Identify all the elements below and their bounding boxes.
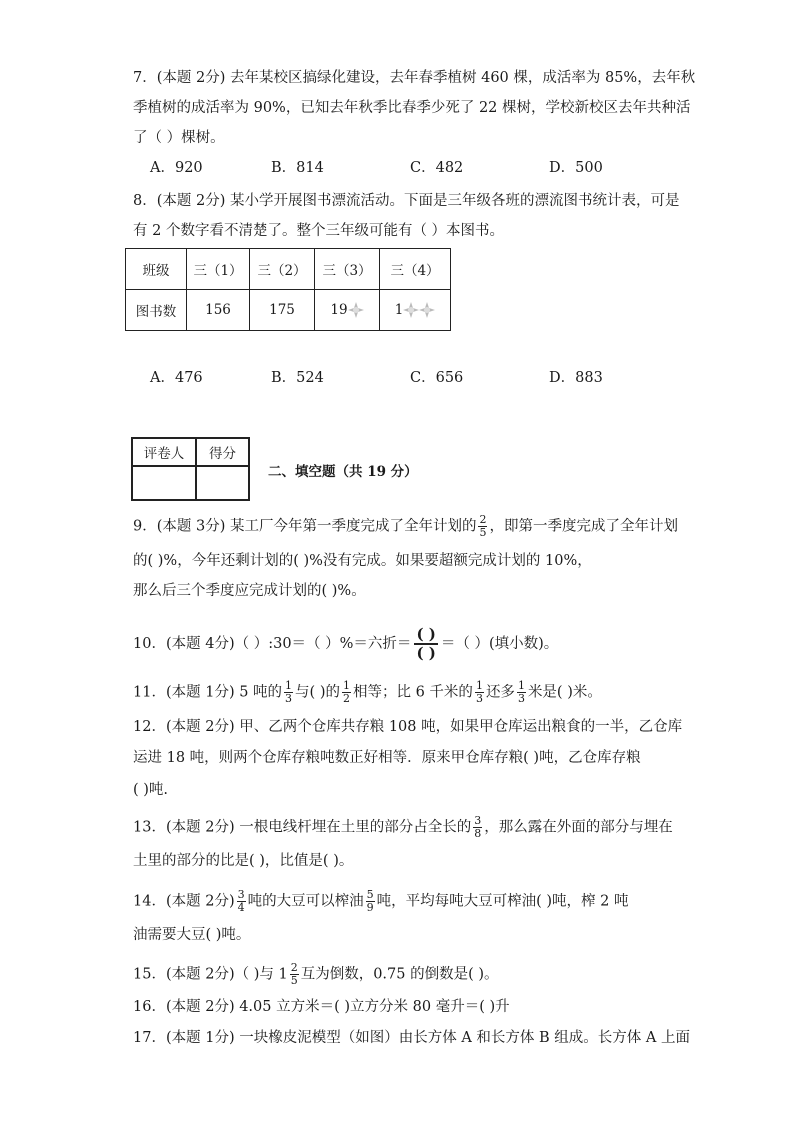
q11-text: 相等；比 6 千米的 <box>352 684 473 701</box>
q14-line2: 油需要大豆( )吨。 <box>133 927 251 943</box>
q7-option-c[interactable]: C．482 <box>410 160 464 176</box>
table-row <box>126 249 451 290</box>
q7-line2: 季植树的成活率为 90%，已知去年秋季比春季少死了 22 棵树，学校新校区去年共种活 <box>133 100 691 116</box>
smudge-icon <box>403 302 419 318</box>
table-header-cell: 三（4） <box>380 249 451 290</box>
q17-line: 17．(本题 1分) 一块橡皮泥模型（如图）由长方体 A 和长方体 B 组成。长方体 A 上面 <box>133 1030 690 1046</box>
score-input[interactable] <box>196 466 249 500</box>
fraction-denominator: 4 <box>237 901 245 914</box>
fraction-denominator: 3 <box>285 692 293 705</box>
fraction-numerator: 3 <box>237 888 245 901</box>
q13-text: 13．(本题 2分) 一根电线杆埋在土里的部分占全长的 <box>133 819 472 836</box>
q8-line1: 8．(本题 2分) 某小学开展图书漂流活动。下面是三年级各班的漂流图书统计表，可是 <box>133 193 680 209</box>
fraction-numerator: 1 <box>285 679 293 692</box>
fraction-numerator: 1 <box>342 679 350 692</box>
q12-line2: 运进 18 吨，则两个仓库存粮吨数正好相等．原来甲仓库存粮( )吨，乙仓库存粮 <box>133 750 641 766</box>
q8-option-a[interactable]: A．476 <box>150 370 203 386</box>
q15-text: 15．(本题 2分)（ )与 1 <box>133 966 288 983</box>
fraction-numerator: 1 <box>517 679 525 692</box>
table-header-cell: 班级 <box>126 249 187 290</box>
fraction-denominator: 3 <box>475 692 483 705</box>
table-row <box>126 290 451 331</box>
fraction-numerator: 5 <box>366 888 374 901</box>
q11-text: 米是( )米。 <box>527 684 602 701</box>
fraction <box>517 680 526 705</box>
table-header-cell: 三（1） <box>187 249 250 290</box>
fraction <box>473 815 482 840</box>
fraction-numerator: 2 <box>290 961 298 974</box>
q16-line: 16．(本题 2分) 4.05 立方米＝( )立方分米 80 毫升＝( )升 <box>133 999 510 1015</box>
table-row-label: 图书数 <box>126 290 187 331</box>
fraction-numerator: ( ) <box>416 625 436 643</box>
table-header-cell: 三（2） <box>250 249 315 290</box>
fraction-denominator: 8 <box>474 827 482 840</box>
q15-text: 互为倒数，0.75 的倒数是( )。 <box>300 966 499 983</box>
table-cell <box>315 290 380 331</box>
fraction <box>478 514 487 539</box>
fraction-denominator: 5 <box>290 974 298 987</box>
q14-text: 吨，平均每吨大豆可榨油( )吨，榨 2 吨 <box>376 893 629 910</box>
q9-text: 9．(本题 3分) 某工厂今年第一季度完成了全年计划的 <box>133 518 477 535</box>
q12-line1: 12．(本题 2分) 甲、乙两个仓库共存粮 108 吨，如果甲仓库运出粮食的一半，乙仓库 <box>133 719 683 735</box>
table-cell-value: 19 <box>330 301 348 318</box>
q9-line3: 那么后三个季度应完成计划的( )%。 <box>133 583 366 599</box>
fraction-numerator: 3 <box>474 814 482 827</box>
fraction-denominator: 3 <box>517 692 525 705</box>
q13-line1 <box>133 815 673 840</box>
q7-option-b[interactable]: B．814 <box>271 160 324 176</box>
fraction-denominator: 2 <box>342 692 350 705</box>
fraction <box>290 962 299 987</box>
grader-label: 评卷人 <box>132 438 196 466</box>
fraction <box>237 889 246 914</box>
grader-input[interactable] <box>132 466 196 500</box>
fraction-denominator: 9 <box>366 901 374 914</box>
fraction-denominator: ( ) <box>416 644 436 662</box>
fraction <box>475 680 484 705</box>
q14-line1 <box>133 889 628 914</box>
q7-option-a[interactable]: A．920 <box>150 160 203 176</box>
q9-text: ，即第一季度完成了全年计划 <box>489 518 678 535</box>
q13-text: ，那么露在外面的部分与埋在 <box>484 819 673 836</box>
table-row <box>132 466 249 500</box>
q11-text: 还多 <box>485 684 515 701</box>
q8-option-b[interactable]: B．524 <box>271 370 324 386</box>
fraction <box>284 680 293 705</box>
q9-line1 <box>133 514 678 539</box>
q7-option-d[interactable]: D．500 <box>549 160 603 176</box>
smudge-icon <box>348 302 364 318</box>
fraction-numerator: 2 <box>479 513 487 526</box>
table-cell: 156 <box>187 290 250 331</box>
q14-text: 14．(本题 2分) <box>133 893 235 910</box>
fraction <box>366 889 375 914</box>
table-row <box>132 438 249 466</box>
table-cell: 175 <box>250 290 315 331</box>
table-header-cell: 三（3） <box>315 249 380 290</box>
q10-line <box>133 626 558 662</box>
grader-box <box>131 437 250 501</box>
q15-line <box>133 962 499 987</box>
q11-text: 11．(本题 1分) 5 吨的 <box>133 684 283 701</box>
fraction-numerator: 1 <box>475 679 483 692</box>
q9-line2: 的( )%，今年还剩计划的( )%没有完成。如果要超额完成计划的 10%， <box>133 553 592 569</box>
q12-line3: ( )吨. <box>133 782 169 798</box>
section-title: 二、填空题（共 19 分） <box>268 464 418 480</box>
blank-fraction[interactable] <box>414 626 437 662</box>
fraction-denominator: 5 <box>479 526 487 539</box>
q10-text: ＝（ ）(填小数)。 <box>440 636 559 652</box>
q8-option-c[interactable]: C．656 <box>410 370 464 386</box>
score-label: 得分 <box>196 438 249 466</box>
q14-text: 吨的大豆可以榨油 <box>247 893 364 910</box>
fraction <box>342 680 351 705</box>
smudge-icon <box>419 302 435 318</box>
q7-line1: 7．(本题 2分) 去年某校区搞绿化建设，去年春季植树 460 棵，成活率为 85%，去年秋 <box>133 70 696 86</box>
q11-text: 与( )的 <box>295 684 340 701</box>
book-stats-table <box>125 248 451 331</box>
table-cell-value: 1 <box>394 301 404 318</box>
q10-text: 10．(本题 4分)（ ）:30＝（ ）%＝六折＝ <box>133 636 412 652</box>
q8-option-d[interactable]: D．883 <box>549 370 603 386</box>
q8-line2: 有 2 个数字看不清楚了。整个三年级可能有（ ）本图书。 <box>133 223 505 239</box>
q11-line <box>133 680 602 705</box>
table-cell <box>380 290 451 331</box>
q7-line3: 了（ ）棵树。 <box>133 130 225 146</box>
q13-line2: 土里的部分的比是( )，比值是( )。 <box>133 853 354 869</box>
